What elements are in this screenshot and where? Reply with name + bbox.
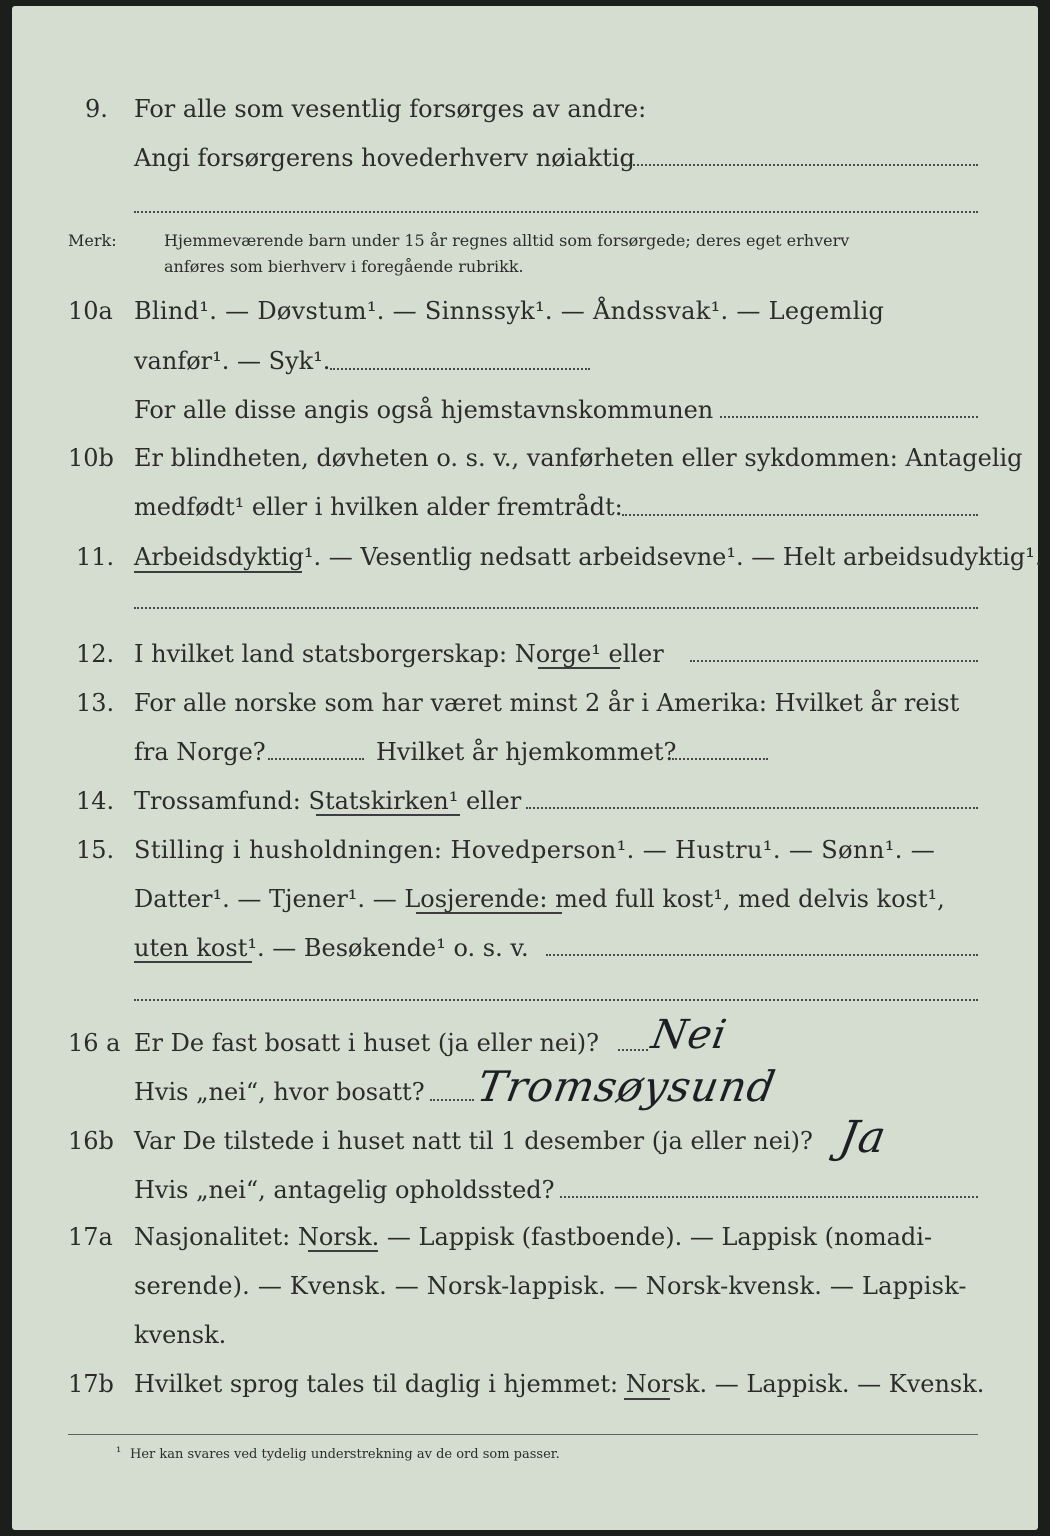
- q16b-line2: Hvis „nei“, antagelig opholdssted?: [134, 1176, 555, 1204]
- q15-line2: Datter¹. — Tjener¹. — Losjerende: med full kost¹, med delvis kost¹,: [134, 885, 945, 913]
- q17a-line2: serende). — Kvensk. — Norsk-lappisk. — Norsk-kvensk. — Lappisk-: [134, 1272, 967, 1300]
- footnote-divider: [68, 1434, 978, 1435]
- handwritten-underline: [308, 1250, 378, 1252]
- handwritten-underline: [538, 667, 620, 669]
- question-number: 10a: [68, 297, 113, 325]
- q12-line1: I hvilket land statsborgerskap: Norge¹ eller: [134, 640, 664, 668]
- q10b-line1: Er blindheten, døvheten o. s. v., vanførheten eller sykdommen: Antagelig: [134, 444, 1023, 472]
- question-number: 13.: [76, 689, 115, 717]
- question-number: 10b: [68, 444, 114, 472]
- answer-dotted-line[interactable]: [430, 1099, 474, 1101]
- answer-dotted-line[interactable]: [134, 607, 978, 609]
- merk-line2: anføres som bierhverv i foregående rubrikk.: [164, 257, 524, 276]
- q15-line3: uten kost¹. — Besøkende¹ o. s. v.: [134, 934, 529, 962]
- q15-line1: Stilling i husholdningen: Hovedperson¹. — Hustru¹. — Sønn¹. —: [134, 836, 936, 864]
- merk-line1: Hjemmeværende barn under 15 år regnes alltid som forsørgede; deres eget erhverv: [164, 231, 850, 250]
- handwritten-underline: [416, 912, 562, 914]
- handwritten-underline: [624, 1398, 670, 1400]
- handwritten-answer: Ja: [835, 1112, 891, 1163]
- question-number: 15.: [76, 836, 115, 864]
- census-form-page: [12, 6, 1043, 1530]
- q16a-line2: Hvis „nei“, hvor bosatt?: [134, 1078, 425, 1106]
- q10a-line2: vanfør¹. — Syk¹.: [134, 347, 331, 375]
- answer-dotted-line[interactable]: [720, 416, 978, 418]
- question-number: 12.: [76, 640, 115, 668]
- footnote-mark: ¹: [116, 1445, 122, 1460]
- answer-dotted-line[interactable]: [690, 660, 978, 662]
- q16a-line1: Er De fast bosatt i huset (ja eller nei)?: [134, 1029, 600, 1057]
- answer-dotted-line[interactable]: [134, 211, 978, 213]
- question-number: 17b: [68, 1370, 114, 1398]
- handwritten-underline: [316, 814, 460, 816]
- handwritten-answer: Nei: [647, 1012, 731, 1058]
- answer-dotted-line[interactable]: [618, 1049, 648, 1051]
- q10a-line3: For alle disse angis også hjemstavnskommunen: [134, 396, 714, 424]
- answer-dotted-line[interactable]: [622, 164, 978, 166]
- footnote-text: Her kan svares ved tydelig understrekning av de ord som passer.: [130, 1447, 560, 1462]
- answer-dotted-line[interactable]: [330, 368, 590, 370]
- q9-line2: Angi forsørgerens hovederhverv nøiaktig: [134, 144, 635, 172]
- q10b-line2: medfødt¹ eller i hvilken alder fremtrådt:: [134, 493, 623, 521]
- answer-dotted-line[interactable]: [546, 954, 978, 956]
- q13-line2b: Hvilket år hjemkommet?: [376, 738, 677, 766]
- answer-dotted-line[interactable]: [560, 1196, 978, 1198]
- q16b-line1: Var De tilstede i huset natt til 1 desember (ja eller nei)?: [134, 1127, 813, 1155]
- question-number: 14.: [76, 787, 115, 815]
- answer-dotted-line[interactable]: [268, 758, 364, 760]
- answer-dotted-line[interactable]: [622, 514, 978, 516]
- answer-dotted-line[interactable]: [672, 758, 768, 760]
- handwritten-answer: Tromsøysund: [473, 1062, 780, 1111]
- q17a-line1: Nasjonalitet: Norsk. — Lappisk (fastboende). — Lappisk (nomadi-: [134, 1223, 933, 1251]
- answer-dotted-line[interactable]: [526, 807, 978, 809]
- q13-line1: For alle norske som har været minst 2 år i Amerika: Hvilket år reist: [134, 689, 960, 717]
- q11-line1: Arbeidsdyktig¹. — Vesentlig nedsatt arbeidsevne¹. — Helt arbeidsudyktig¹.: [134, 543, 1043, 571]
- question-number: 11.: [76, 543, 115, 571]
- merk-label: Merk:: [68, 231, 117, 250]
- q14-line1: Trossamfund: Statskirken¹ eller: [134, 787, 522, 815]
- q9-line1: For alle som vesentlig forsørges av andre:: [134, 95, 647, 123]
- question-number: 17a: [68, 1223, 113, 1251]
- answer-dotted-line[interactable]: [134, 999, 978, 1001]
- q17b-line1: Hvilket sprog tales til daglig i hjemmet: Norsk. — Lappisk. — Kvensk.: [134, 1370, 985, 1398]
- q13-line2a: fra Norge?: [134, 738, 266, 766]
- question-number: 9.: [85, 95, 108, 123]
- q10a-line1: Blind¹. — Døvstum¹. — Sinnssyk¹. — Åndssvak¹. — Legemlig: [134, 297, 885, 325]
- handwritten-underline: [134, 961, 252, 963]
- q17a-line3: kvensk.: [134, 1321, 227, 1349]
- handwritten-underline: [134, 571, 302, 573]
- question-number: 16b: [68, 1127, 114, 1155]
- question-number: 16 a: [68, 1029, 121, 1057]
